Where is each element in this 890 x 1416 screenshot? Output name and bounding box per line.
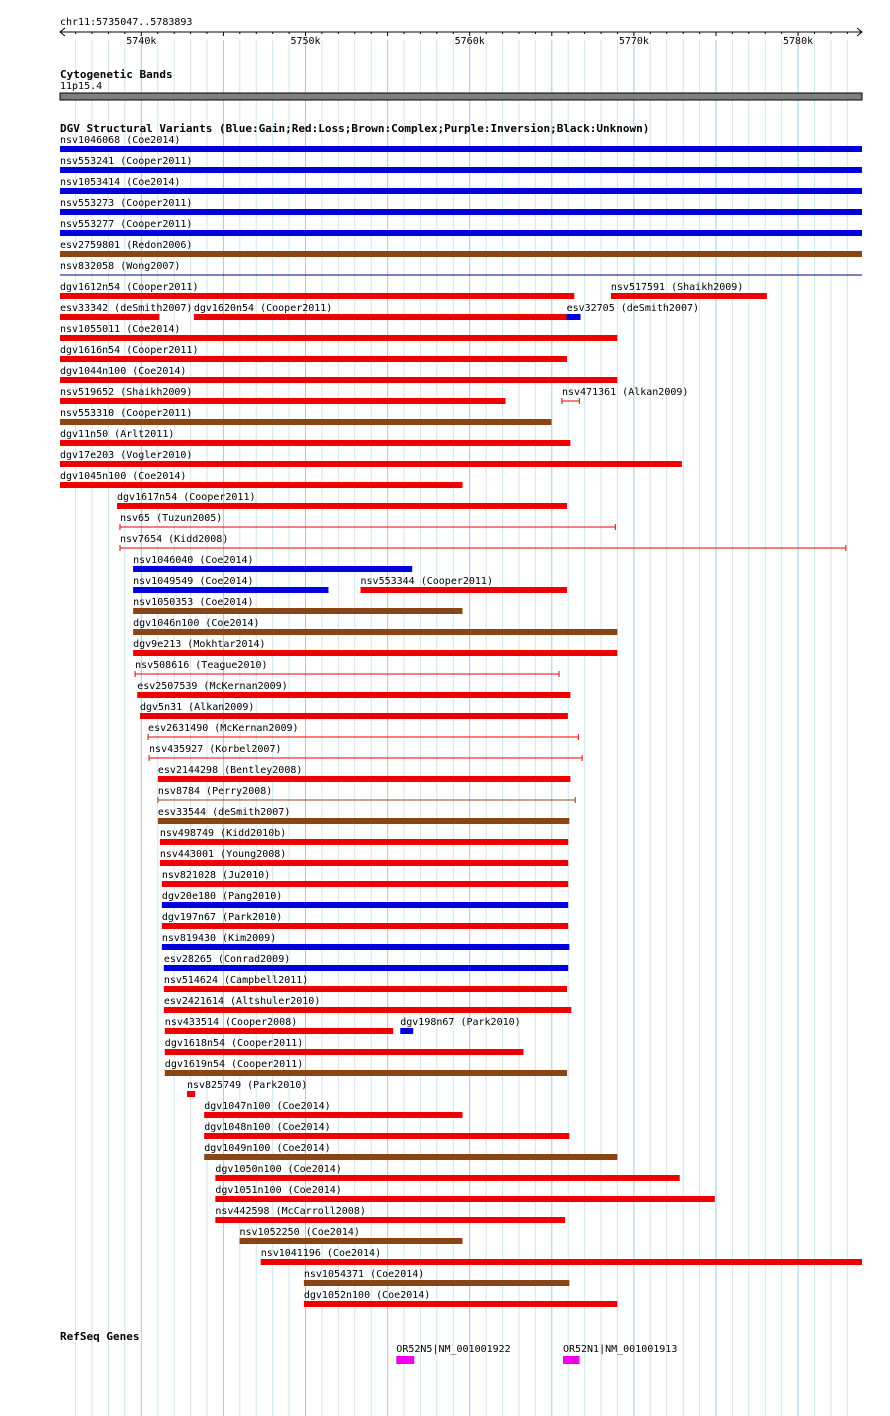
- variant-bar[interactable]: [60, 209, 862, 215]
- dgv-track-title: DGV Structural Variants (Blue:Gain;Red:Loss;Brown:Complex;Purple:Inversion;Black:Unknown): [60, 122, 650, 135]
- variant-feature[interactable]: [148, 723, 578, 740]
- variant-label: esv32705 (deSmith2007): [566, 303, 700, 314]
- variant-bar[interactable]: [137, 692, 570, 698]
- variant-bar[interactable]: [140, 713, 568, 719]
- variant-bar[interactable]: [240, 1238, 463, 1244]
- variant-feature[interactable]: [165, 1059, 567, 1076]
- variant-feature[interactable]: [164, 996, 572, 1013]
- variant-bar[interactable]: [60, 482, 462, 488]
- variant-feature[interactable]: [204, 1122, 569, 1139]
- variant-feature[interactable]: [164, 975, 567, 992]
- variant-bar[interactable]: [361, 587, 568, 593]
- variant-bar[interactable]: [164, 986, 567, 992]
- variant-bar[interactable]: [60, 440, 570, 446]
- variant-label: nsv435927 (Korbel2007): [149, 744, 282, 755]
- variant-bar[interactable]: [204, 1154, 617, 1160]
- variant-label: nsv519652 (Shaikh2009): [60, 387, 193, 398]
- variant-feature[interactable]: [162, 933, 570, 950]
- variant-label: nsv508616 (Teague2010): [135, 660, 268, 671]
- variant-bar[interactable]: [165, 1049, 524, 1055]
- variant-bar[interactable]: [60, 188, 862, 194]
- variant-bar[interactable]: [133, 566, 412, 572]
- variant-bar[interactable]: [204, 1112, 462, 1118]
- variant-feature[interactable]: [120, 534, 846, 551]
- variant-label: dgv9e213 (Mokhtar2014): [133, 639, 266, 650]
- variant-feature[interactable]: [164, 954, 568, 971]
- variant-bar[interactable]: [133, 608, 462, 614]
- variant-feature[interactable]: [60, 156, 862, 173]
- variant-bar[interactable]: [162, 881, 568, 887]
- variant-label: nsv1049549 (Coe2014): [133, 576, 254, 587]
- variant-label: nsv433514 (Cooper2008): [164, 1017, 298, 1028]
- variant-label: dgv1618n54 (Cooper2011): [164, 1038, 304, 1049]
- variant-bar[interactable]: [215, 1175, 679, 1181]
- gene-bar[interactable]: [563, 1356, 580, 1364]
- dgv-variant-track: [60, 122, 862, 1307]
- variant-feature[interactable]: [133, 576, 328, 593]
- region-label: chr11:5735047..5783893: [60, 17, 193, 28]
- variant-label: nsv1054371 (Coe2014): [303, 1269, 425, 1280]
- variant-bar[interactable]: [60, 398, 505, 404]
- variant-label: esv2144298 (Bentley2008): [157, 765, 303, 776]
- variant-bar[interactable]: [60, 335, 617, 341]
- gene-label: OR52N1|NM_001001913: [562, 1344, 678, 1355]
- variant-label: nsv442598 (McCarroll2008): [215, 1206, 366, 1217]
- variant-feature[interactable]: [135, 660, 559, 677]
- variant-bar[interactable]: [133, 629, 617, 635]
- cytoband-label: 11p15.4: [60, 81, 103, 92]
- variant-feature[interactable]: [165, 1017, 393, 1034]
- variant-bar[interactable]: [160, 839, 568, 845]
- variant-feature[interactable]: [60, 345, 567, 362]
- ruler-tick-label: 5750k: [290, 36, 321, 47]
- variant-label: nsv514624 (Campbell2011): [163, 975, 309, 986]
- variant-feature[interactable]: [160, 849, 568, 866]
- variant-label: nsv443001 (Young2008): [159, 849, 287, 860]
- variant-bar[interactable]: [304, 1301, 617, 1307]
- variant-bar[interactable]: [60, 461, 682, 467]
- variant-bar[interactable]: [261, 1259, 862, 1265]
- variant-feature[interactable]: [162, 870, 568, 887]
- variant-feature[interactable]: [240, 1227, 463, 1244]
- variant-label: nsv498749 (Kidd2010b): [159, 828, 287, 839]
- variant-bar[interactable]: [164, 1007, 572, 1013]
- variant-feature[interactable]: [611, 282, 767, 299]
- variant-bar[interactable]: [160, 860, 568, 866]
- variant-bar[interactable]: [400, 1028, 413, 1034]
- variant-label: dgv1050n100 (Coe2014): [215, 1164, 342, 1175]
- variant-bar[interactable]: [304, 1280, 569, 1286]
- variant-feature[interactable]: [158, 765, 570, 782]
- variant-feature[interactable]: [215, 1185, 714, 1202]
- variant-bar[interactable]: [215, 1196, 714, 1202]
- variant-feature[interactable]: [60, 261, 862, 275]
- variant-feature[interactable]: [162, 912, 568, 929]
- variant-feature[interactable]: [215, 1164, 679, 1181]
- variant-label: nsv1046040 (Coe2014): [133, 555, 254, 566]
- variant-label: dgv197n67 (Park2010): [161, 912, 283, 923]
- ruler-tick-label: 5770k: [618, 36, 649, 47]
- variant-label: dgv1048n100 (Coe2014): [204, 1122, 331, 1133]
- variant-label: dgv20e180 (Pang2010): [161, 891, 283, 902]
- variant-label: esv2631490 (McKernan2009): [148, 723, 299, 734]
- variant-feature[interactable]: [60, 135, 862, 152]
- variant-bar[interactable]: [194, 314, 567, 320]
- variant-feature[interactable]: [567, 303, 699, 320]
- variant-bar[interactable]: [60, 377, 617, 383]
- variant-label: esv33544 (deSmith2007): [157, 807, 291, 818]
- variant-label: dgv1046n100 (Coe2014): [133, 618, 260, 629]
- variant-feature[interactable]: [158, 807, 569, 824]
- variant-bar[interactable]: [60, 146, 862, 152]
- position-ruler: [60, 17, 862, 47]
- variant-feature[interactable]: [133, 618, 617, 635]
- variant-feature[interactable]: [60, 303, 192, 320]
- variant-feature[interactable]: [140, 702, 568, 719]
- variant-bar[interactable]: [60, 293, 574, 299]
- variant-feature[interactable]: [162, 891, 568, 908]
- variant-label: nsv553241 (Cooper2011): [60, 156, 193, 167]
- variant-bar[interactable]: [133, 587, 328, 593]
- gene-bar[interactable]: [396, 1356, 414, 1364]
- variant-bar[interactable]: [162, 944, 570, 950]
- variant-bar[interactable]: [165, 1028, 393, 1034]
- variant-label: nsv1052250 (Coe2014): [239, 1227, 360, 1238]
- variant-bar[interactable]: [133, 650, 617, 656]
- variant-bar[interactable]: [117, 503, 567, 509]
- variant-feature[interactable]: [60, 219, 862, 236]
- variant-label: nsv517591 (Shaikh2009): [610, 282, 744, 293]
- variant-label: esv2759801 (Redon2006): [60, 240, 193, 251]
- variant-feature[interactable]: [137, 681, 570, 698]
- variant-feature[interactable]: [117, 492, 567, 509]
- variant-label: nsv553310 (Cooper2011): [60, 408, 193, 419]
- variant-feature[interactable]: [133, 597, 462, 614]
- variant-label: nsv832058 (Wong2007): [60, 261, 181, 272]
- variant-bar[interactable]: [162, 923, 568, 929]
- variant-label: nsv553277 (Cooper2011): [60, 219, 193, 230]
- variant-bar[interactable]: [60, 167, 862, 173]
- gene-label: OR52N5|NM_001001922: [396, 1344, 511, 1355]
- variant-label: dgv1619n54 (Cooper2011): [164, 1059, 304, 1070]
- variant-label: esv28265 (Conrad2009): [163, 954, 291, 965]
- variant-label: esv33342 (deSmith2007): [60, 303, 193, 314]
- variant-feature[interactable]: [160, 828, 568, 845]
- variant-feature[interactable]: [215, 1206, 565, 1223]
- variant-label: dgv11n50 (Arlt2011): [60, 429, 175, 440]
- ruler-tick-label: 5740k: [126, 36, 157, 47]
- variant-label: dgv17e203 (Vogler2010): [60, 450, 193, 461]
- cytoband-track-title: Cytogenetic Bands: [60, 68, 173, 81]
- variant-label: esv2507539 (McKernan2009): [137, 681, 288, 692]
- variant-feature[interactable]: [361, 576, 568, 593]
- variant-bar[interactable]: [204, 1133, 569, 1139]
- variant-feature[interactable]: [60, 282, 574, 299]
- variant-label: nsv1055011 (Coe2014): [60, 324, 181, 335]
- variant-bar[interactable]: [60, 314, 159, 320]
- variant-feature[interactable]: [60, 240, 862, 257]
- variant-label: dgv1051n100 (Coe2014): [215, 1185, 342, 1196]
- variant-bar[interactable]: [60, 356, 567, 362]
- variant-feature[interactable]: [149, 744, 582, 761]
- variant-feature[interactable]: [60, 429, 570, 446]
- variant-bar[interactable]: [567, 314, 581, 320]
- variant-label: nsv8784 (Perry2008): [157, 786, 273, 797]
- refseq-track-title: RefSeq Genes: [60, 1330, 140, 1343]
- variant-label: dgv1045n100 (Coe2014): [60, 471, 187, 482]
- variant-label: nsv553273 (Cooper2011): [60, 198, 193, 209]
- variant-bar[interactable]: [187, 1091, 195, 1097]
- variant-label: nsv1053414 (Coe2014): [60, 177, 181, 188]
- ruler-tick-label: 5780k: [783, 36, 814, 47]
- variant-feature[interactable]: [204, 1143, 617, 1160]
- variant-label: dgv1617n54 (Cooper2011): [117, 492, 256, 503]
- variant-bar[interactable]: [165, 1070, 567, 1076]
- variant-label: esv2421614 (Altshuler2010): [163, 996, 321, 1007]
- variant-label: dgv1620n54 (Cooper2011): [193, 303, 333, 314]
- variant-label: nsv819430 (Kim2009): [161, 933, 277, 944]
- variant-label: dgv1616n54 (Cooper2011): [60, 345, 199, 356]
- cytoband-11p15-4[interactable]: [60, 93, 862, 100]
- variant-feature[interactable]: [158, 786, 575, 803]
- variant-bar[interactable]: [60, 251, 862, 257]
- variant-label: dgv1612n54 (Cooper2011): [60, 282, 199, 293]
- ruler-tick-label: 5760k: [454, 36, 485, 47]
- variant-label: nsv65 (Tuzun2005): [119, 513, 223, 524]
- variant-label: dgv1052n100 (Coe2014): [303, 1290, 431, 1301]
- variant-label: nsv1046068 (Coe2014): [60, 135, 181, 146]
- variant-label: nsv7654 (Kidd2008): [119, 534, 229, 545]
- variant-label: nsv821028 (Ju2010): [161, 870, 271, 881]
- variant-bar[interactable]: [611, 293, 767, 299]
- variant-label: nsv471361 (Alkan2009): [561, 387, 689, 398]
- variant-feature[interactable]: [261, 1248, 862, 1265]
- variant-bar[interactable]: [158, 776, 570, 782]
- variant-label: dgv1047n100 (Coe2014): [204, 1101, 331, 1112]
- variant-bar[interactable]: [215, 1217, 565, 1223]
- variant-feature[interactable]: [204, 1101, 462, 1118]
- variant-bar[interactable]: [164, 965, 568, 971]
- variant-feature[interactable]: [60, 387, 505, 404]
- variant-label: dgv5n31 (Alkan2009): [140, 702, 255, 713]
- variant-label: dgv198n67 (Park2010): [400, 1017, 521, 1028]
- variant-bar[interactable]: [60, 230, 862, 236]
- gene-feature[interactable]: [563, 1344, 677, 1364]
- cytoband-track: [60, 68, 862, 100]
- variant-feature[interactable]: [562, 387, 688, 404]
- variant-label: nsv825749 (Park2010): [186, 1080, 308, 1091]
- variant-feature[interactable]: [133, 639, 617, 656]
- variant-feature[interactable]: [60, 177, 862, 194]
- variant-label: dgv1044n100 (Coe2014): [60, 366, 187, 377]
- variant-feature[interactable]: [194, 303, 567, 320]
- variant-feature[interactable]: [120, 513, 615, 530]
- variant-bar[interactable]: [162, 902, 568, 908]
- variant-label: nsv1050353 (Coe2014): [133, 597, 254, 608]
- variant-feature[interactable]: [60, 471, 462, 488]
- variant-feature[interactable]: [60, 198, 862, 215]
- variant-bar[interactable]: [158, 818, 569, 824]
- variant-bar[interactable]: [60, 419, 551, 425]
- variant-feature[interactable]: [304, 1290, 617, 1307]
- variant-label: dgv1049n100 (Coe2014): [204, 1143, 331, 1154]
- variant-label: nsv553344 (Cooper2011): [360, 576, 493, 587]
- variant-label: nsv1041196 (Coe2014): [260, 1248, 382, 1259]
